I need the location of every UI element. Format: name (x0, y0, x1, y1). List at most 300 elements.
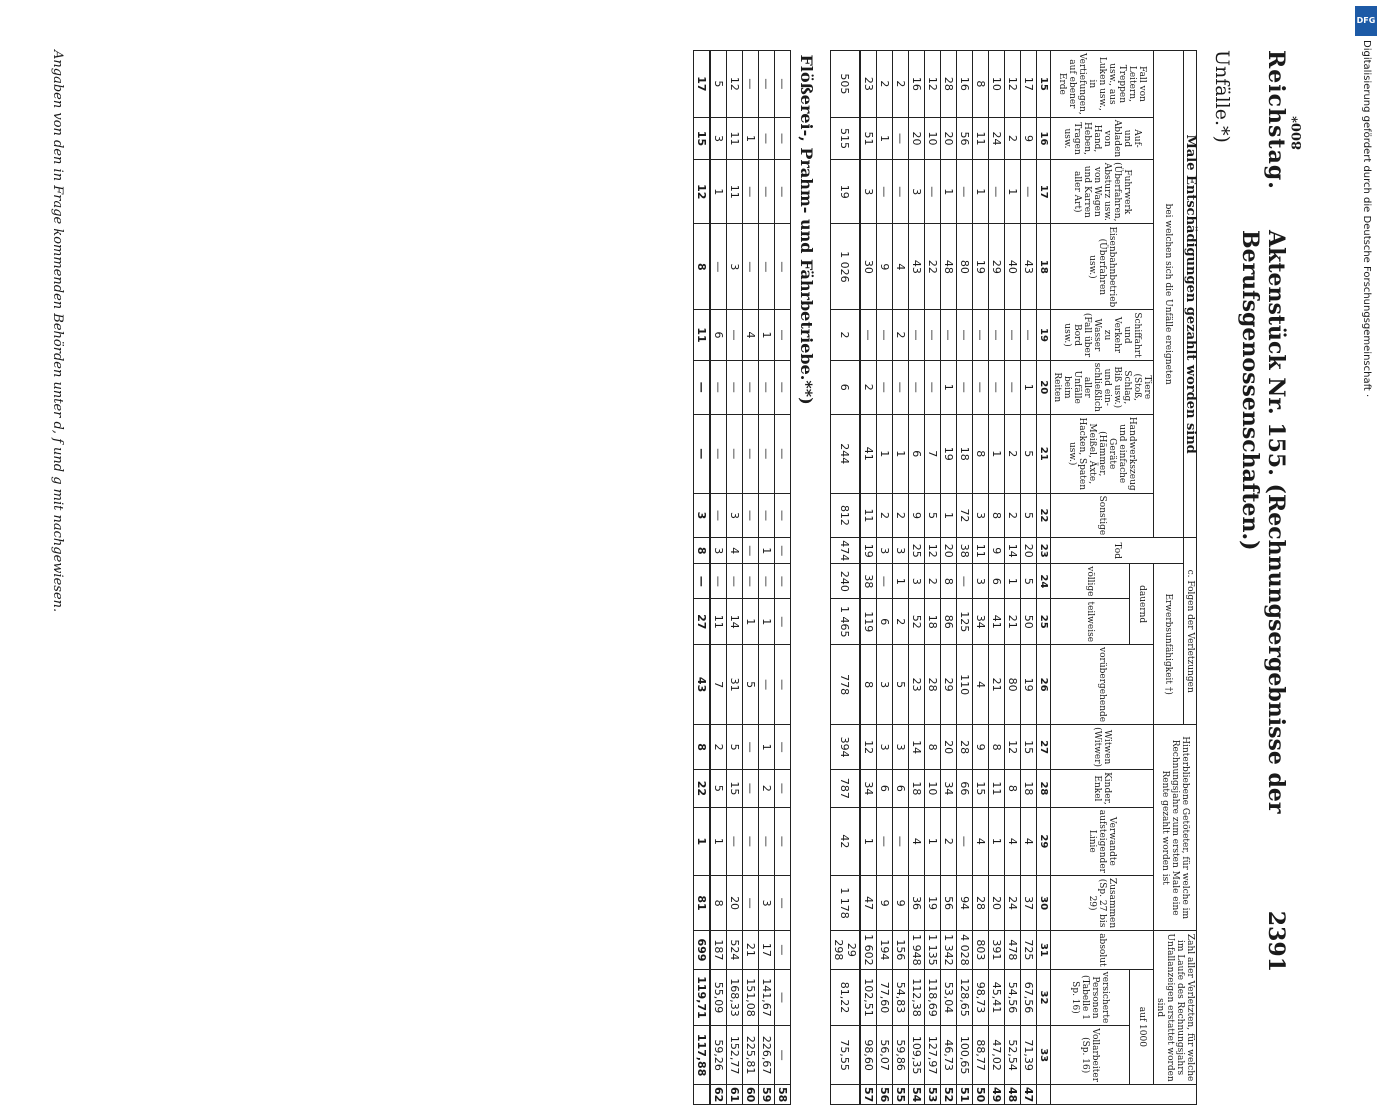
table-cell: 16 (1037, 117, 1051, 159)
table-cell: 14 (1005, 538, 1021, 564)
table-cell: 168,33 (727, 969, 743, 1026)
table-cell: — (775, 51, 791, 118)
table-cell: 80 (957, 224, 973, 310)
table-cell: 9 (877, 875, 893, 930)
table-cell: 125 (957, 599, 973, 645)
table-cell: 1 135 (925, 931, 941, 969)
table-cell: 21 (1037, 414, 1051, 493)
table-cell: 3 (909, 564, 925, 599)
table-cell: 156 (893, 931, 909, 969)
table-cell: 9 (893, 875, 909, 930)
table-cell: 3 (710, 538, 727, 564)
table-cell: 19 (941, 414, 957, 493)
table-cell: 17 (694, 51, 711, 118)
table-cell: — (909, 360, 925, 414)
table-cell: 15 (694, 117, 711, 159)
table-cell: — (775, 645, 791, 725)
table-row (877, 51, 893, 1105)
table-cell: — (759, 224, 775, 310)
table-row (941, 51, 957, 1105)
table-cell: 8 (989, 493, 1005, 538)
header-page-number: 2391 (1263, 910, 1289, 972)
table-cell: 2 (1005, 414, 1021, 493)
table-cell: 12 (925, 51, 941, 118)
row-number-cell: 57 (860, 1085, 877, 1105)
row-number-cell: 50 (973, 1085, 989, 1105)
table-cell: 33 (1037, 1026, 1051, 1085)
table-cell: 3 (759, 875, 775, 930)
table-cell: — (775, 493, 791, 538)
table-cell: 12 (1005, 725, 1021, 770)
table-cell: 5 (1021, 564, 1037, 599)
table-cell: 1 602 (860, 931, 877, 969)
table-cell: 23 (1037, 538, 1051, 564)
table-cell: — (877, 564, 893, 599)
table-cell: 1 (860, 807, 877, 875)
table-cell: 8 (1005, 770, 1021, 808)
table-cell: 187 (710, 931, 727, 969)
table-cell: 117,88 (694, 1026, 711, 1085)
table-cell: 3 (727, 224, 743, 310)
table-cell: 5 (710, 51, 727, 118)
table-row (893, 51, 909, 1105)
table-cell: 5 (1021, 493, 1037, 538)
table-cell: 1 (989, 807, 1005, 875)
table-cell: 19 (1021, 645, 1037, 725)
table-cell: 41 (860, 414, 877, 493)
table-cell: 2 (710, 725, 727, 770)
table-cell: 16 (909, 51, 925, 118)
table-cell: 18 (957, 414, 973, 493)
table-cell: 2 (893, 51, 909, 118)
table-cell: 5 (710, 770, 727, 808)
table-cell: 478 (1005, 931, 1021, 969)
table-cell: 109,35 (909, 1026, 925, 1085)
table-cell: 5 (727, 725, 743, 770)
group-a-subheader: bei welchen sich die Unfälle ereigneten (1154, 51, 1184, 538)
table-cell: 29 (989, 224, 1005, 310)
table-cell: 119,71 (694, 969, 711, 1026)
table-cell: 38 (860, 564, 877, 599)
header-title: Aktenstück Nr. 155. (Rechnungsergebnisse der Berufsgenossenschaften.) (1237, 230, 1289, 814)
table-cell: — (743, 770, 759, 808)
table-cell: 6 (909, 414, 925, 493)
table-cell: — (909, 310, 925, 360)
row-number-cell: 53 (925, 1085, 941, 1105)
table-cell: 12 (1005, 51, 1021, 118)
table-cell: — (759, 645, 775, 725)
table-cell: 11 (727, 117, 743, 159)
col-header-15: Fall von Leitern, Treppen usw., aus Luken usw., in Vertiefungen, auf ebener Erde (1051, 51, 1154, 118)
table-row (775, 51, 791, 1105)
table-cell: — (973, 310, 989, 360)
table-cell: — (989, 310, 1005, 360)
table-cell: — (710, 564, 727, 599)
table-cell: 98,73 (973, 969, 989, 1026)
table-cell: 4 (893, 224, 909, 310)
table-cell: 11 (694, 310, 711, 360)
table-cell: 9 (877, 224, 893, 310)
table-cell: 11 (973, 117, 989, 159)
table-cell: 51 (860, 117, 877, 159)
table-cell: — (759, 493, 775, 538)
table-cell: — (710, 360, 727, 414)
table-cell: — (957, 160, 973, 224)
table-cell: 88,77 (973, 1026, 989, 1085)
table-row (710, 51, 727, 1105)
col-header-27: Witwen (Witwer) (1051, 725, 1154, 770)
table-cell: 18 (925, 599, 941, 645)
table-cell: 29 (1037, 807, 1051, 875)
table-cell: 11 (989, 770, 1005, 808)
table-cell: 50 (1021, 599, 1037, 645)
table-cell: 1 (893, 564, 909, 599)
table-cell: — (727, 414, 743, 493)
sum-row (831, 51, 861, 1105)
table-cell: 1 (710, 160, 727, 224)
table-cell: 2 (941, 807, 957, 875)
table-cell: — (775, 564, 791, 599)
table-cell: 2 (893, 310, 909, 360)
table-cell: 3 (893, 538, 909, 564)
table-cell: 8 (925, 725, 941, 770)
table-row (973, 51, 989, 1105)
row-number-cell: 54 (909, 1085, 925, 1105)
table-cell: — (775, 807, 791, 875)
table-row (909, 51, 925, 1105)
table-cell: 2 (831, 310, 861, 360)
table-cell: 56 (941, 875, 957, 930)
table-cell: 8 (694, 725, 711, 770)
table-cell: 47 (860, 875, 877, 930)
table-cell: 505 (831, 51, 861, 118)
table-cell: — (775, 931, 791, 969)
table-cell: 4 (973, 645, 989, 725)
table-cell: — (759, 160, 775, 224)
table-cell: 4 (1005, 807, 1021, 875)
table-cell: 15 (973, 770, 989, 808)
table-cell: 4 (909, 807, 925, 875)
table-cell: 3 (877, 725, 893, 770)
table-cell: 12 (694, 160, 711, 224)
table-cell: 19 (860, 538, 877, 564)
table-cell: 112,38 (909, 969, 925, 1026)
table-cell: 18 (909, 770, 925, 808)
table-cell: 194 (877, 931, 893, 969)
col-header-30: Zusammen (Sp. 27 bis 29) (1051, 875, 1154, 930)
table-cell: 77,60 (877, 969, 893, 1026)
table-cell: 42 (831, 807, 861, 875)
table-cell: 59,86 (893, 1026, 909, 1085)
col-header-tod: Tod (1051, 538, 1184, 564)
table-cell: — (893, 360, 909, 414)
table-cell: 11 (973, 538, 989, 564)
table-cell: 22 (1037, 493, 1051, 538)
table-cell: 12 (925, 538, 941, 564)
table-cell: 3 (877, 538, 893, 564)
table-cell: — (775, 538, 791, 564)
table-cell: — (775, 117, 791, 159)
group-c-header: c. Folgen der Verletzungen (1184, 538, 1197, 725)
col-header-18: Eisenbahnbetrieb (Überfahren usw.) (1051, 224, 1154, 310)
col-header-16: Auf- und Abladen von Hand, Heben, Tragen usw. (1051, 117, 1154, 159)
table-cell: — (989, 160, 1005, 224)
table-cell: 18 (1021, 770, 1037, 808)
table-cell: — (710, 493, 727, 538)
table-row (989, 51, 1005, 1105)
table-cell: 1 (989, 414, 1005, 493)
table-cell: 21 (743, 931, 759, 969)
table-cell: — (694, 564, 711, 599)
table-cell: 66 (957, 770, 973, 808)
table-cell: — (759, 807, 775, 875)
row-number-cell: 52 (941, 1085, 957, 1105)
row-number-cell (831, 1085, 861, 1105)
col-header-32: versicherte Personen (Tabelle 1 Sp. 16) (1051, 969, 1130, 1026)
table-cell: 699 (694, 931, 711, 969)
table-cell: 53,04 (941, 969, 957, 1026)
table-cell: 9 (909, 493, 925, 538)
table-row (957, 51, 973, 1105)
table-cell: 22 (925, 224, 941, 310)
table-cell: — (775, 725, 791, 770)
table-cell: 128,65 (957, 969, 973, 1026)
table-cell: 23 (909, 645, 925, 725)
col-header-22: Sonstige (1051, 493, 1154, 538)
table-cell: 46,73 (941, 1026, 957, 1085)
table-cell: 21 (989, 645, 1005, 725)
table-cell: — (775, 875, 791, 930)
table-cell: 11 (860, 493, 877, 538)
table-cell: — (743, 725, 759, 770)
table-cell: 474 (831, 538, 861, 564)
statistics-table (693, 50, 1197, 1105)
table-cell: 1 342 (941, 931, 957, 969)
table-cell: 1 (710, 807, 727, 875)
table-cell: — (743, 160, 759, 224)
page-mark: 800* (1290, 116, 1305, 150)
table-cell: 54,83 (893, 969, 909, 1026)
row-number-cell: 60 (743, 1085, 759, 1105)
table-cell: 30 (1037, 875, 1051, 930)
table-cell: 86 (941, 599, 957, 645)
table-cell: 28 (1037, 770, 1051, 808)
table-cell: — (775, 310, 791, 360)
table-cell: 28 (941, 51, 957, 118)
table-cell: 38 (957, 538, 973, 564)
table-cell: — (1021, 160, 1037, 224)
table-cell: 2 (759, 770, 775, 808)
table-cell: 3 (973, 493, 989, 538)
table-cell: 127,97 (925, 1026, 941, 1085)
table-cell: 119 (860, 599, 877, 645)
table-cell: 59,26 (710, 1026, 727, 1085)
table-cell: 8 (860, 645, 877, 725)
table-cell: — (775, 969, 791, 1026)
table-cell: 80 (1005, 645, 1021, 725)
table-cell: — (727, 564, 743, 599)
table-cell: 391 (989, 931, 1005, 969)
table-cell: 28 (925, 645, 941, 725)
table-cell: 37 (1021, 875, 1037, 930)
table-cell: 102,51 (860, 969, 877, 1026)
table-cell: 152,77 (727, 1026, 743, 1085)
table-cell: — (893, 117, 909, 159)
table-cell: 2 (925, 564, 941, 599)
table-cell: 3 (727, 493, 743, 538)
table-cell: 22 (694, 770, 711, 808)
table-cell: — (743, 51, 759, 118)
row-number-cell: 48 (1005, 1085, 1021, 1105)
table-cell: 2 (877, 51, 893, 118)
col-header-19: Schiffahrt und Verkehr zu Wasser (Fall über Bord usw.) (1051, 310, 1154, 360)
table-cell: 16 (957, 51, 973, 118)
table-cell: — (925, 360, 941, 414)
table-cell: 4 (1021, 807, 1037, 875)
page-header (1237, 20, 1305, 980)
table-cell: 225,81 (743, 1026, 759, 1085)
table-cell: 5 (743, 645, 759, 725)
table-cell: 2 (893, 493, 909, 538)
table-cell: — (989, 360, 1005, 414)
table-cell: 8 (710, 875, 727, 930)
table-cell: — (775, 414, 791, 493)
table-cell: 20 (941, 725, 957, 770)
table-cell: — (759, 360, 775, 414)
table-cell: 12 (727, 51, 743, 118)
table-cell: 8 (973, 51, 989, 118)
table-cell: — (743, 414, 759, 493)
table-cell: — (710, 224, 727, 310)
table-cell: 71,39 (1021, 1026, 1037, 1085)
table-cell: 4 028 (957, 931, 973, 969)
section-title: Flößerei-, Prahm- und Fährbetriebe.**) (797, 54, 816, 405)
table-cell: 55,09 (710, 969, 727, 1026)
table-cell: 20 (989, 875, 1005, 930)
table-cell: 1 (877, 117, 893, 159)
table-cell: 48 (941, 224, 957, 310)
table-row (1005, 51, 1021, 1105)
table-cell: 1 178 (831, 875, 861, 930)
col-header-25: teilweise (1051, 599, 1130, 645)
col-header-auf-1000: auf 1000 (1130, 969, 1154, 1084)
table-cell: 56,07 (877, 1026, 893, 1085)
table-cell: — (743, 493, 759, 538)
table-cell: 8 (973, 414, 989, 493)
table-cell: 4 (727, 538, 743, 564)
col-header-31: absolut (1051, 931, 1154, 969)
table-cell: 72 (957, 493, 973, 538)
table-cell: 34 (941, 770, 957, 808)
table-cell: — (727, 360, 743, 414)
table-cell: 151,08 (743, 969, 759, 1026)
table-cell: — (775, 770, 791, 808)
table-cell: 18 (1037, 224, 1051, 310)
section-label: Unfälle.*) (1211, 50, 1233, 143)
table-cell: 43 (909, 224, 925, 310)
table-cell: — (759, 51, 775, 118)
table-cell: 1 948 (909, 931, 925, 969)
table-cell: 10 (989, 51, 1005, 118)
table-cell: 40 (1005, 224, 1021, 310)
table-cell: 4 (743, 310, 759, 360)
table-cell: 8 (694, 224, 711, 310)
table-cell: 24 (1037, 564, 1051, 599)
table-cell: 23 (860, 51, 877, 118)
table-cell: 15 (727, 770, 743, 808)
table-cell: — (877, 360, 893, 414)
table-cell: 20 (941, 538, 957, 564)
table-cell: 20 (941, 117, 957, 159)
table-cell: 31 (727, 645, 743, 725)
table-cell: — (957, 360, 973, 414)
table-cell: 24 (1005, 875, 1021, 930)
table-cell: — (710, 414, 727, 493)
table-cell: 19 (973, 224, 989, 310)
table-cell: — (759, 564, 775, 599)
column-number-row (1037, 51, 1051, 1105)
table-cell: — (727, 310, 743, 360)
table-cell: 45,41 (989, 969, 1005, 1026)
table-cell: 10 (925, 770, 941, 808)
table-cell: 25 (1037, 599, 1051, 645)
table-cell: 515 (831, 117, 861, 159)
group-h-header: Hinterbliebene Getöteter, für welche im Rechnungsjahre zum ersten Male eine Rente gezahlt worden ist (1154, 725, 1197, 931)
table-cell: — (860, 310, 877, 360)
table-cell: 81,22 (831, 969, 861, 1026)
table-row (1021, 51, 1037, 1105)
table-row (743, 51, 759, 1105)
table-cell: 1 (1021, 360, 1037, 414)
table-cell: — (694, 414, 711, 493)
col-header-20: Tiere (Stoß, Schlag, Biß usw.) und ein-schließlich aller Unfälle beim Reiten (1051, 360, 1154, 414)
table-cell: 75,55 (831, 1026, 861, 1085)
col-header-29: Verwandte aufsteigender Linie (1051, 807, 1154, 875)
table-cell: — (743, 564, 759, 599)
col-header-21: Handwerkszeug und einfache Geräte (Hämmer, Meißel, Äxte, Hacken, Spaten usw.) (1051, 414, 1154, 493)
table-cell: — (957, 564, 973, 599)
table-cell: 15 (1037, 51, 1051, 118)
table-cell: 3 (973, 564, 989, 599)
row-number-cell: 49 (989, 1085, 1005, 1105)
digitization-credit: Digitalisierung gefördert durch die Deutsche Forschungsgemeinschaft · (1361, 40, 1372, 398)
table-cell: 52,54 (1005, 1026, 1021, 1085)
table-cell: — (743, 875, 759, 930)
table-cell: 5 (1021, 414, 1037, 493)
table-cell: 1 (1005, 564, 1021, 599)
row-number-cell: 56 (877, 1085, 893, 1105)
rotated-page (15, 20, 1305, 1103)
table-cell: 110 (957, 645, 973, 725)
table-cell: 52 (909, 599, 925, 645)
table-cell: 1 (759, 538, 775, 564)
col-header-26: vorübergehende (1051, 645, 1154, 725)
row-number-cell: 47 (1021, 1085, 1037, 1105)
table-cell: 26 (1037, 645, 1051, 725)
table-cell: 1 (694, 807, 711, 875)
table-cell: — (743, 538, 759, 564)
table-cell: 812 (831, 493, 861, 538)
table-cell: — (775, 1026, 791, 1085)
table-cell: 1 (759, 599, 775, 645)
table-cell: 1 (877, 414, 893, 493)
table-cell: 29 298 (831, 931, 861, 969)
table-cell: 2 (860, 360, 877, 414)
row-number-cell: 55 (893, 1085, 909, 1105)
table-cell: 6 (710, 310, 727, 360)
table-cell: — (743, 360, 759, 414)
table-cell: — (877, 160, 893, 224)
